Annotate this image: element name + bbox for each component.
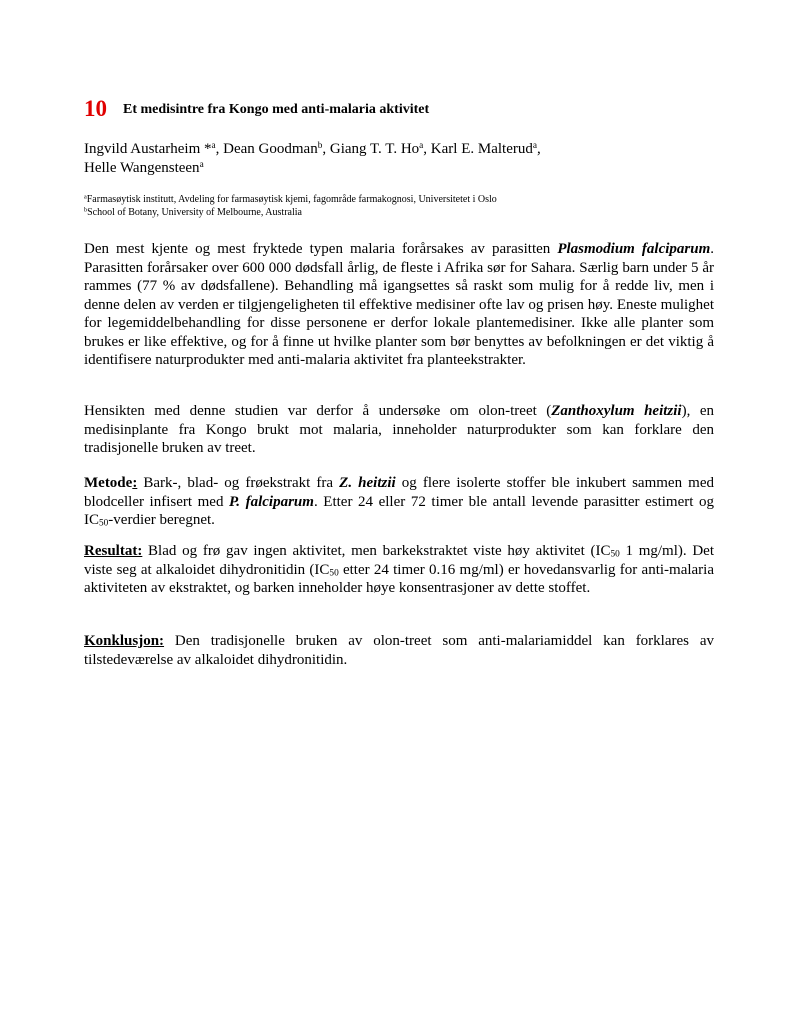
species-name: Plasmodium falciparum <box>557 241 711 257</box>
aim-text-1: Hensikten med denne studien var derfor å undersøke om olon-treet ( <box>84 403 552 419</box>
author-2: , Dean Goodman <box>215 141 318 157</box>
conclusion-label: Konklusjon: <box>84 633 165 649</box>
conclusion-paragraph <box>84 632 714 669</box>
plant-name: Zanthoxylum heitzii <box>551 403 682 419</box>
method-species-2: P. falciparum <box>229 493 314 510</box>
author-3-affil: a <box>419 140 424 151</box>
aim-text-2: ), en medisinplante fra Kongo brukt mot malaria, inneholder naturprodukter som kan forklare den tradisjonelle bruken av treet. <box>84 403 715 456</box>
author-4-affil: a <box>532 140 537 151</box>
abstract-number: 10 <box>84 96 107 121</box>
intro-text-2: . Parasitten forårsaker over 600 000 dødsfall årlig, de fleste i Afrika sør for Sahara. Særlig barn under 5 år rammes (77 % av dødsfallene). Behandling må igangsettes så raskt som mulig for å redde liv, men i denne delen av verden er tilgjengeligheten til effektive medisiner ofte lav og prisen høy. Eneste mulighet for legemiddelbehandling for disse personene er derfor lokale plantemedisiner. Ikke alle planter som brukes er like effektive, og for å finne ut hvilke planter som bør benyttes av befolkningen er det viktig å identifisere naturprodukter med anti-malaria aktivitet fra planteekstrakter. <box>84 241 714 368</box>
affiliation-a <box>84 193 497 206</box>
author-2-affil: b <box>317 140 323 151</box>
affiliation-b-marker: b <box>84 206 88 214</box>
method-species-1: Z. heitzii <box>339 475 396 491</box>
affiliation-b-text: School of Botany, University of Melbourne, Australia <box>87 207 302 218</box>
author-1-affil: a <box>211 140 216 151</box>
method-text-3: . Etter 24 eller 72 timer ble antall levende parasitter estimert og IC <box>84 493 714 528</box>
method-paragraph <box>84 474 714 530</box>
result-label: Resultat: <box>84 543 143 559</box>
method-colon: : <box>132 475 138 491</box>
affiliation-a-text: Farmasøytisk institutt, Avdeling for farmasøytisk kjemi, fagområde farmakognosi, Universitetet i Oslo <box>86 194 497 205</box>
result-ic-subscript-1: 50 <box>610 549 620 560</box>
method-text-2: og flere isolerte stoffer ble inkubert sammen med blodceller infisert med <box>84 475 714 510</box>
result-text-2: 1 mg/ml). Det viste seg at alkaloidet dihydronitidin (IC <box>84 543 714 578</box>
author-1: Ingvild Austarheim * <box>84 141 212 157</box>
conclusion-text: Den tradisjonelle bruken av olon-treet som anti-malariamiddel kan forklares av tilstedeværelse av alkaloidet dihydronitidin. <box>84 633 714 668</box>
abstract-heading <box>84 96 429 122</box>
abstract-title: Et medisintre fra Kongo med anti-malaria aktivitet <box>123 102 430 117</box>
author-5-affil: a <box>199 159 204 170</box>
affiliations <box>84 193 497 219</box>
author-4: , Karl E. Malterud <box>423 141 533 157</box>
result-text-3: etter 24 timer 0.16 mg/ml) er hovedansvarlig for anti-malaria aktiviteten av ekstraktet, og barken inneholder høye konsentrasjoner av dette stoffet. <box>84 561 714 596</box>
author-3: , Giang T. T. Ho <box>322 141 420 157</box>
affiliation-b <box>84 206 497 219</box>
affiliation-a-marker: a <box>84 193 87 201</box>
method-text-4: -verdier beregnet. <box>108 512 215 528</box>
intro-text-1: Den mest kjente og mest fryktede typen malaria forårsakes av parasitten <box>84 241 558 257</box>
aim-paragraph <box>84 402 714 458</box>
author-5: Helle Wangensteen <box>84 160 200 176</box>
method-label: Metode <box>84 475 133 491</box>
author-list <box>84 140 714 178</box>
method-text-1: Bark-, blad- og frøekstrakt fra <box>137 475 340 491</box>
result-text-1: Blad og frø gav ingen aktivitet, men barkekstraktet viste høy aktivitet (IC <box>142 543 611 559</box>
intro-paragraph <box>84 240 714 370</box>
result-paragraph <box>84 542 714 598</box>
author-separator: , <box>537 141 541 157</box>
result-ic-subscript-2: 50 <box>329 567 339 578</box>
method-ic-subscript: 50 <box>99 518 109 529</box>
